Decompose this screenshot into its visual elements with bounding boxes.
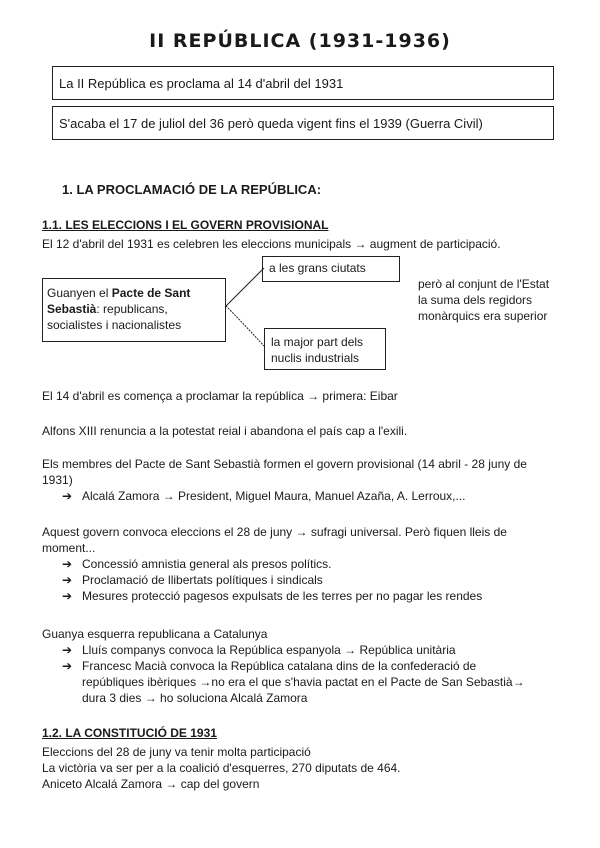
list-item: ➔ Concessió amnistia general als presos polítics. (62, 557, 332, 571)
diagram-top-right-box (262, 256, 400, 282)
summary-box-start (52, 66, 554, 100)
list-laws (60, 556, 560, 604)
paragraph-constitution-1: Eleccions del 28 de juny va tenir molta participació (42, 745, 311, 759)
diagram-left-box (42, 278, 226, 342)
list-catalonia (60, 642, 530, 706)
paragraph-constitution-3: Aniceto Alcalá Zamora → cap del govern (42, 777, 260, 791)
diagram-left-bold: Pacte de Sant Sebastià (47, 286, 191, 316)
diagram-top-right-text: a les grans ciutats (269, 261, 366, 275)
subheading-elections: 1.1. LES ELECCIONS I EL GOVERN PROVISIONAL (42, 218, 329, 232)
paragraph-alfons-xiii: Alfons XIII renuncia a la potestat reial i abandona el país cap a l'exili. (42, 424, 408, 438)
summary-box-end (52, 106, 554, 140)
list-item: ➔ Lluís companys convoca la República espanyola → República unitària (62, 643, 456, 657)
subheading-constitution: 1.2. LA CONSTITUCIÓ DE 1931 (42, 726, 217, 740)
summary-end-text: S'acaba el 17 de juliol del 36 però queda vigent fins el 1939 (Guerra Civil) (59, 115, 483, 131)
page-title: II REPÚBLICA (1931-1936) (149, 30, 451, 52)
paragraph-elections-intro: El 12 d'abril del 1931 es celebren les eleccions municipals → augment de participació. (42, 237, 501, 251)
diagram-left-prefix: Guanyen el (47, 286, 112, 300)
paragraph-provisional-government: Els membres del Pacte de Sant Sebastià formen el govern provisional (14 abril - 28 juny de 1931) (42, 457, 527, 487)
diagram-left-rest: : republicans, socialistes i nacionalistes (47, 302, 182, 332)
diagram-side-note: però al conjunt de l'Estat la suma dels regidors monàrquics era superior (418, 277, 550, 323)
paragraph-constitution-2: La victòria va ser per a la coalició d'esquerres, 270 diputats de 464. (42, 761, 401, 775)
list-item: ➔ Alcalá Zamora → President, Miguel Maura, Manuel Azaña, A. Lerroux,... (62, 489, 466, 503)
paragraph-eibar: El 14 d'abril es comença a proclamar la república → primera: Eibar (42, 389, 398, 403)
list-government-members (60, 488, 560, 504)
diagram-bottom-right-text: la major part dels nuclis industrials (271, 335, 364, 365)
paragraph-elections-convoked: Aquest govern convoca eleccions el 28 de juny → sufragi universal. Però fiquen lleis de moment... (42, 525, 507, 555)
diagram-bottom-right-box (264, 328, 386, 370)
list-item: ➔ Mesures protecció pagesos expulsats de les terres per no pagar les rendes (62, 589, 483, 603)
summary-start-text: La II República es proclama al 14 d'abril del 1931 (59, 75, 344, 91)
list-item: ➔ Francesc Macià convoca la República catalana dins de la confederació de repúbliques ibèriques →no era el que s'havia pactat en el Pacte de San Sebastià→ dura 3 dies → ho soluciona Alcalá Zamora (62, 659, 525, 705)
section-heading-proclamation: 1. LA PROCLAMACIÓ DE LA REPÚBLICA: (62, 182, 322, 197)
list-item: ➔ Proclamació de llibertats polítiques i sindicals (62, 573, 323, 587)
paragraph-catalonia: Guanya esquerra republicana a Catalunya (42, 627, 268, 641)
